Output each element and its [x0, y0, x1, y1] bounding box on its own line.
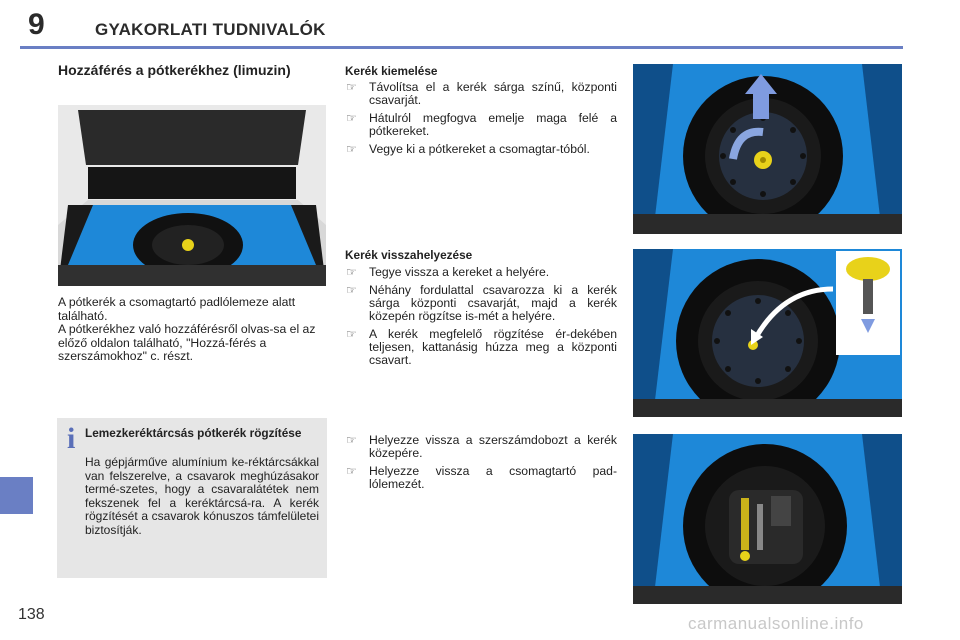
- list-item: ☞ A kerék megfelelő rögzítése ér-dekében teljesen, kattanásig húzza meg a központi csavart.: [346, 327, 617, 367]
- page-number: 138: [18, 606, 45, 623]
- header-rule: [20, 46, 903, 49]
- toolbox-photo: [633, 434, 902, 604]
- section-title: Hozzáférés a pótkerékhez (limuzin): [58, 62, 291, 78]
- trunk-photo: [58, 105, 326, 286]
- pointing-hand-icon: ☞: [346, 142, 357, 156]
- info-box: [57, 418, 327, 578]
- refit-steps: [345, 266, 617, 372]
- intro-paragraph-1: A pótkerék a csomagtartó padlólemeze alatt található.: [58, 295, 296, 323]
- wheel-refit-photo: [633, 249, 902, 417]
- pointing-hand-icon: ☞: [346, 464, 357, 478]
- info-title: Lemezkeréktárcsás pótkerék rögzítése: [85, 426, 302, 440]
- info-body: Ha gépjárműve alumínium ke-réktárcsákkal van felszerelve, a csavarok meghúzásakor termé-szetes, hogy a csavaralátétek nem fekszenek fel a keréktárcsá-ra. A kerék rögzítését a csavarok kónuszos támfelületei biztosítják.: [85, 455, 319, 537]
- final-steps: [345, 434, 617, 496]
- chapter-side-tab: [0, 477, 33, 514]
- list-item: ☞ Helyezze vissza a szerszámdobozt a kerék közepére.: [346, 433, 617, 460]
- list-item: ☞ Vegye ki a pótkereket a csomagtar-tóból.: [346, 142, 590, 156]
- pointing-hand-icon: ☞: [346, 111, 357, 125]
- pointing-hand-icon: ☞: [346, 80, 357, 94]
- intro-paragraph-2: A pótkerékhez való hozzáférésről olvas-sa el az előző oldalon található, "Hozzá-férés a szerszámokhoz" c. részt.: [58, 322, 316, 363]
- removal-title: Kerék kiemelése: [345, 64, 438, 78]
- list-item: ☞ Helyezze vissza a csomagtartó pad-lólemezét.: [346, 464, 617, 491]
- refit-title: Kerék visszahelyezése: [345, 248, 473, 262]
- pointing-hand-icon: ☞: [346, 265, 357, 279]
- info-icon: i: [67, 422, 76, 455]
- removal-steps: [345, 81, 617, 161]
- watermark: carmanualsonline.info: [688, 614, 864, 633]
- pointing-hand-icon: ☞: [346, 327, 357, 341]
- list-item: ☞ Távolítsa el a kerék sárga színű, központi csavarját.: [346, 80, 617, 107]
- list-item: ☞ Tegye vissza a kereket a helyére.: [346, 265, 550, 279]
- list-item: ☞ Néhány fordulattal csavarozza ki a kerék sárga központi csavarját, majd a kerék közepén rögzítse is-mét a helyére.: [346, 283, 617, 323]
- chapter-title: GYAKORLATI TUDNIVALÓK: [95, 20, 326, 39]
- pointing-hand-icon: ☞: [346, 433, 357, 447]
- pointing-hand-icon: ☞: [346, 283, 357, 297]
- wheel-lift-photo: [633, 64, 902, 234]
- list-item: ☞ Hátulról megfogva emelje maga felé a pótkereket.: [346, 111, 617, 138]
- chapter-number: 9: [28, 8, 45, 41]
